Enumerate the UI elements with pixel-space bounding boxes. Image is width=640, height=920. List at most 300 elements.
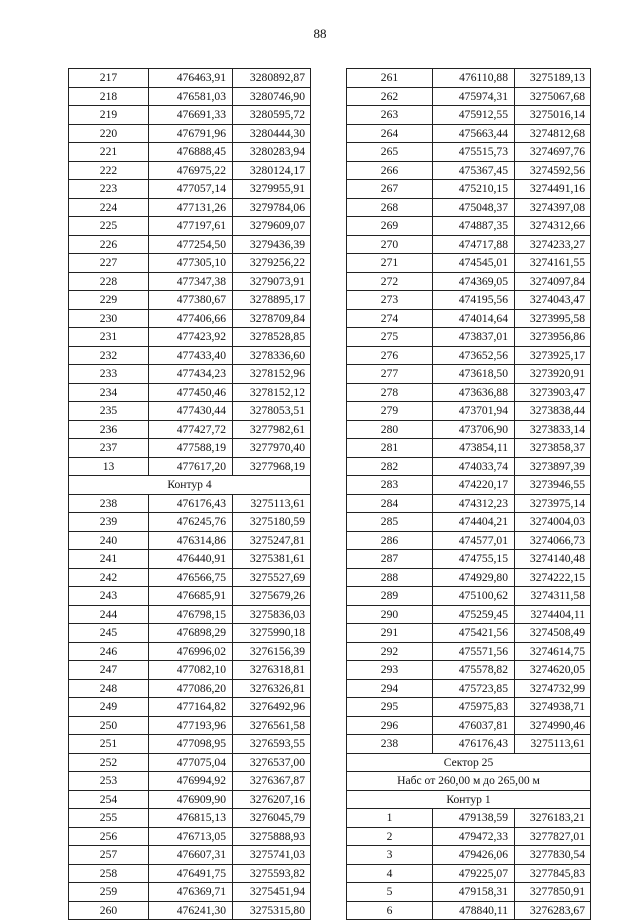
point-number-cell: 256 (69, 827, 149, 846)
x-coordinate-cell: 476314,86 (149, 531, 233, 550)
y-coordinate-cell: 3275679,26 (233, 587, 311, 606)
x-coordinate-cell: 477423,92 (149, 328, 233, 347)
x-coordinate-cell: 477086,20 (149, 679, 233, 698)
y-coordinate-cell: 3276561,58 (233, 716, 311, 735)
point-number-cell: 271 (347, 254, 433, 273)
y-coordinate-cell: 3276207,16 (233, 790, 311, 809)
y-coordinate-cell: 3274404,11 (515, 605, 591, 624)
section-header: Контур 1 (347, 790, 591, 809)
x-coordinate-cell: 476815,13 (149, 809, 233, 828)
point-number-cell: 229 (69, 291, 149, 310)
table-row (69, 439, 311, 458)
y-coordinate-cell: 3273995,58 (515, 309, 591, 328)
point-number-cell: 221 (69, 143, 149, 162)
y-coordinate-cell: 3274222,15 (515, 568, 591, 587)
table-row (69, 624, 311, 643)
table-row (347, 587, 591, 606)
table-row (347, 69, 591, 88)
x-coordinate-cell: 474195,56 (433, 291, 515, 310)
x-coordinate-cell: 477075,04 (149, 753, 233, 772)
table-row (347, 531, 591, 550)
y-coordinate-cell: 3277982,61 (233, 420, 311, 439)
point-number-cell: 235 (69, 402, 149, 421)
point-number-cell: 238 (347, 735, 433, 754)
point-number-cell: 262 (347, 87, 433, 106)
table-row (69, 513, 311, 532)
table-row (347, 642, 591, 661)
x-coordinate-cell: 475515,73 (433, 143, 515, 162)
x-coordinate-cell: 474033,74 (433, 457, 515, 476)
x-coordinate-cell: 476713,05 (149, 827, 233, 846)
x-coordinate-cell: 478840,11 (433, 901, 515, 920)
y-coordinate-cell: 3277827,01 (515, 827, 591, 846)
table-row (69, 864, 311, 883)
point-number-cell: 247 (69, 661, 149, 680)
x-coordinate-cell: 476691,33 (149, 106, 233, 125)
y-coordinate-cell: 3273858,37 (515, 439, 591, 458)
y-coordinate-cell: 3278895,17 (233, 291, 311, 310)
table-row (347, 420, 591, 439)
point-number-cell: 13 (69, 457, 149, 476)
table-row (69, 883, 311, 902)
table-row (347, 198, 591, 217)
point-number-cell: 268 (347, 198, 433, 217)
point-number-cell: 260 (69, 901, 149, 920)
point-number-cell: 240 (69, 531, 149, 550)
point-number-cell: 257 (69, 846, 149, 865)
y-coordinate-cell: 3274732,99 (515, 679, 591, 698)
point-number-cell: 250 (69, 716, 149, 735)
y-coordinate-cell: 3276326,81 (233, 679, 311, 698)
point-number-cell: 264 (347, 124, 433, 143)
point-number-cell: 283 (347, 476, 433, 495)
y-coordinate-cell: 3278528,85 (233, 328, 311, 347)
point-number-cell: 288 (347, 568, 433, 587)
point-number-cell: 1 (347, 809, 433, 828)
table-row (347, 864, 591, 883)
table-row (69, 365, 311, 384)
table-row (69, 642, 311, 661)
table-row (69, 679, 311, 698)
point-number-cell: 242 (69, 568, 149, 587)
y-coordinate-cell: 3274311,58 (515, 587, 591, 606)
x-coordinate-cell: 477193,96 (149, 716, 233, 735)
x-coordinate-cell: 479225,07 (433, 864, 515, 883)
y-coordinate-cell: 3276593,55 (233, 735, 311, 754)
table-row (347, 87, 591, 106)
point-number-cell: 246 (69, 642, 149, 661)
table-row (69, 568, 311, 587)
section-header-row (347, 772, 591, 791)
y-coordinate-cell: 3274397,08 (515, 198, 591, 217)
x-coordinate-cell: 476245,76 (149, 513, 233, 532)
y-coordinate-cell: 3278152,96 (233, 365, 311, 384)
y-coordinate-cell: 3274620,05 (515, 661, 591, 680)
point-number-cell: 236 (69, 420, 149, 439)
table-row (347, 272, 591, 291)
table-row (69, 809, 311, 828)
y-coordinate-cell: 3278336,60 (233, 346, 311, 365)
y-coordinate-cell: 3274614,75 (515, 642, 591, 661)
x-coordinate-cell: 475210,15 (433, 180, 515, 199)
y-coordinate-cell: 3280124,17 (233, 161, 311, 180)
table-row (69, 735, 311, 754)
table-row (69, 328, 311, 347)
table-row (347, 735, 591, 754)
point-number-cell: 222 (69, 161, 149, 180)
table-row (69, 587, 311, 606)
table-row (347, 143, 591, 162)
x-coordinate-cell: 474014,64 (433, 309, 515, 328)
table-row (347, 365, 591, 384)
table-row (347, 106, 591, 125)
point-number-cell: 6 (347, 901, 433, 920)
x-coordinate-cell: 477098,95 (149, 735, 233, 754)
point-number-cell: 234 (69, 383, 149, 402)
point-number-cell: 223 (69, 180, 149, 199)
y-coordinate-cell: 3275451,94 (233, 883, 311, 902)
point-number-cell: 269 (347, 217, 433, 236)
table-row (69, 272, 311, 291)
coordinates-table-left (68, 68, 311, 920)
table-row (347, 698, 591, 717)
table-row (347, 402, 591, 421)
table-row (69, 383, 311, 402)
table-row (347, 124, 591, 143)
table-row (69, 235, 311, 254)
point-number-cell: 286 (347, 531, 433, 550)
y-coordinate-cell: 3275180,59 (233, 513, 311, 532)
y-coordinate-cell: 3276156,39 (233, 642, 311, 661)
table-row (69, 106, 311, 125)
table-row (69, 180, 311, 199)
x-coordinate-cell: 476607,31 (149, 846, 233, 865)
y-coordinate-cell: 3280595,72 (233, 106, 311, 125)
table-row (69, 698, 311, 717)
point-number-cell: 248 (69, 679, 149, 698)
table-row (347, 846, 591, 865)
point-number-cell: 273 (347, 291, 433, 310)
x-coordinate-cell: 477430,44 (149, 402, 233, 421)
y-coordinate-cell: 3274043,47 (515, 291, 591, 310)
table-row (69, 790, 311, 809)
point-number-cell: 226 (69, 235, 149, 254)
point-number-cell: 280 (347, 420, 433, 439)
coordinates-table-right (346, 68, 591, 920)
x-coordinate-cell: 479158,31 (433, 883, 515, 902)
y-coordinate-cell: 3275247,81 (233, 531, 311, 550)
y-coordinate-cell: 3277970,40 (233, 439, 311, 458)
table-row (347, 605, 591, 624)
table-row (347, 161, 591, 180)
y-coordinate-cell: 3276283,67 (515, 901, 591, 920)
table-row (347, 901, 591, 920)
y-coordinate-cell: 3277830,54 (515, 846, 591, 865)
y-coordinate-cell: 3276367,87 (233, 772, 311, 791)
table-row (69, 494, 311, 513)
x-coordinate-cell: 477617,20 (149, 457, 233, 476)
point-number-cell: 284 (347, 494, 433, 513)
point-number-cell: 282 (347, 457, 433, 476)
y-coordinate-cell: 3273956,86 (515, 328, 591, 347)
table-row (347, 568, 591, 587)
x-coordinate-cell: 477197,61 (149, 217, 233, 236)
x-coordinate-cell: 477131,26 (149, 198, 233, 217)
point-number-cell: 263 (347, 106, 433, 125)
x-coordinate-cell: 474887,35 (433, 217, 515, 236)
y-coordinate-cell: 3273946,55 (515, 476, 591, 495)
point-number-cell: 287 (347, 550, 433, 569)
x-coordinate-cell: 475367,45 (433, 161, 515, 180)
point-number-cell: 249 (69, 698, 149, 717)
x-coordinate-cell: 474404,21 (433, 513, 515, 532)
table-row (347, 235, 591, 254)
y-coordinate-cell: 3275315,80 (233, 901, 311, 920)
y-coordinate-cell: 3277968,19 (233, 457, 311, 476)
y-coordinate-cell: 3273925,17 (515, 346, 591, 365)
section-header: Набс от 260,00 м до 265,00 м (347, 772, 591, 791)
table-row (69, 753, 311, 772)
table-row (69, 217, 311, 236)
y-coordinate-cell: 3274312,66 (515, 217, 591, 236)
point-number-cell: 276 (347, 346, 433, 365)
y-coordinate-cell: 3276492,96 (233, 698, 311, 717)
y-coordinate-cell: 3275741,03 (233, 846, 311, 865)
y-coordinate-cell: 3273833,14 (515, 420, 591, 439)
x-coordinate-cell: 473618,50 (433, 365, 515, 384)
section-header-row (347, 790, 591, 809)
x-coordinate-cell: 477427,72 (149, 420, 233, 439)
y-coordinate-cell: 3275836,03 (233, 605, 311, 624)
point-number-cell: 253 (69, 772, 149, 791)
point-number-cell: 278 (347, 383, 433, 402)
point-number-cell: 5 (347, 883, 433, 902)
y-coordinate-cell: 3274066,73 (515, 531, 591, 550)
x-coordinate-cell: 474220,17 (433, 476, 515, 495)
point-number-cell: 245 (69, 624, 149, 643)
x-coordinate-cell: 477588,19 (149, 439, 233, 458)
y-coordinate-cell: 3279073,91 (233, 272, 311, 291)
y-coordinate-cell: 3274097,84 (515, 272, 591, 291)
y-coordinate-cell: 3274161,55 (515, 254, 591, 273)
x-coordinate-cell: 476491,75 (149, 864, 233, 883)
x-coordinate-cell: 479138,59 (433, 809, 515, 828)
point-number-cell: 219 (69, 106, 149, 125)
x-coordinate-cell: 476685,91 (149, 587, 233, 606)
table-row (347, 550, 591, 569)
point-number-cell: 294 (347, 679, 433, 698)
y-coordinate-cell: 3275593,82 (233, 864, 311, 883)
x-coordinate-cell: 477254,50 (149, 235, 233, 254)
x-coordinate-cell: 473854,11 (433, 439, 515, 458)
point-number-cell: 295 (347, 698, 433, 717)
x-coordinate-cell: 477433,40 (149, 346, 233, 365)
table-row (69, 161, 311, 180)
table-row (347, 457, 591, 476)
x-coordinate-cell: 476898,29 (149, 624, 233, 643)
y-coordinate-cell: 3275888,93 (233, 827, 311, 846)
table-row (69, 291, 311, 310)
y-coordinate-cell: 3275189,13 (515, 69, 591, 88)
y-coordinate-cell: 3274004,03 (515, 513, 591, 532)
table-row (347, 679, 591, 698)
x-coordinate-cell: 476798,15 (149, 605, 233, 624)
x-coordinate-cell: 475259,45 (433, 605, 515, 624)
point-number-cell: 281 (347, 439, 433, 458)
y-coordinate-cell: 3278053,51 (233, 402, 311, 421)
point-number-cell: 289 (347, 587, 433, 606)
x-coordinate-cell: 475571,56 (433, 642, 515, 661)
y-coordinate-cell: 3280283,94 (233, 143, 311, 162)
table-row (69, 605, 311, 624)
x-coordinate-cell: 477450,46 (149, 383, 233, 402)
table-row (69, 846, 311, 865)
y-coordinate-cell: 3279955,91 (233, 180, 311, 199)
table-row (347, 809, 591, 828)
table-row (347, 217, 591, 236)
point-number-cell: 279 (347, 402, 433, 421)
y-coordinate-cell: 3275067,68 (515, 87, 591, 106)
x-coordinate-cell: 476110,88 (433, 69, 515, 88)
x-coordinate-cell: 473636,88 (433, 383, 515, 402)
x-coordinate-cell: 475421,56 (433, 624, 515, 643)
x-coordinate-cell: 479472,33 (433, 827, 515, 846)
section-header: Сектор 25 (347, 753, 591, 772)
point-number-cell: 255 (69, 809, 149, 828)
table-row (347, 383, 591, 402)
table-row (347, 827, 591, 846)
x-coordinate-cell: 476994,92 (149, 772, 233, 791)
x-coordinate-cell: 476440,91 (149, 550, 233, 569)
point-number-cell: 274 (347, 309, 433, 328)
table-row (69, 309, 311, 328)
point-number-cell: 266 (347, 161, 433, 180)
x-coordinate-cell: 476463,91 (149, 69, 233, 88)
y-coordinate-cell: 3274233,27 (515, 235, 591, 254)
table-row (69, 661, 311, 680)
point-number-cell: 2 (347, 827, 433, 846)
point-number-cell: 272 (347, 272, 433, 291)
point-number-cell: 258 (69, 864, 149, 883)
point-number-cell: 225 (69, 217, 149, 236)
table-row (347, 624, 591, 643)
point-number-cell: 224 (69, 198, 149, 217)
point-number-cell: 241 (69, 550, 149, 569)
point-number-cell: 252 (69, 753, 149, 772)
x-coordinate-cell: 477347,38 (149, 272, 233, 291)
point-number-cell: 238 (69, 494, 149, 513)
x-coordinate-cell: 476909,90 (149, 790, 233, 809)
y-coordinate-cell: 3275113,61 (233, 494, 311, 513)
x-coordinate-cell: 474369,05 (433, 272, 515, 291)
point-number-cell: 227 (69, 254, 149, 273)
y-coordinate-cell: 3279609,07 (233, 217, 311, 236)
x-coordinate-cell: 474929,80 (433, 568, 515, 587)
y-coordinate-cell: 3273903,47 (515, 383, 591, 402)
table-row (347, 328, 591, 347)
x-coordinate-cell: 473837,01 (433, 328, 515, 347)
x-coordinate-cell: 476996,02 (149, 642, 233, 661)
point-number-cell: 285 (347, 513, 433, 532)
y-coordinate-cell: 3279256,22 (233, 254, 311, 273)
y-coordinate-cell: 3275381,61 (233, 550, 311, 569)
y-coordinate-cell: 3280892,87 (233, 69, 311, 88)
x-coordinate-cell: 475912,55 (433, 106, 515, 125)
x-coordinate-cell: 477380,67 (149, 291, 233, 310)
point-number-cell: 4 (347, 864, 433, 883)
x-coordinate-cell: 475723,85 (433, 679, 515, 698)
x-coordinate-cell: 475974,31 (433, 87, 515, 106)
table-row (69, 531, 311, 550)
y-coordinate-cell: 3273897,39 (515, 457, 591, 476)
table-row (347, 439, 591, 458)
x-coordinate-cell: 475578,82 (433, 661, 515, 680)
table-row (69, 550, 311, 569)
y-coordinate-cell: 3280444,30 (233, 124, 311, 143)
y-coordinate-cell: 3276318,81 (233, 661, 311, 680)
table-row (347, 661, 591, 680)
x-coordinate-cell: 473706,90 (433, 420, 515, 439)
table-row (69, 772, 311, 791)
table-row (347, 476, 591, 495)
x-coordinate-cell: 477406,66 (149, 309, 233, 328)
point-number-cell: 254 (69, 790, 149, 809)
x-coordinate-cell: 476369,71 (149, 883, 233, 902)
x-coordinate-cell: 476037,81 (433, 716, 515, 735)
y-coordinate-cell: 3275527,69 (233, 568, 311, 587)
x-coordinate-cell: 474312,23 (433, 494, 515, 513)
point-number-cell: 277 (347, 365, 433, 384)
point-number-cell: 220 (69, 124, 149, 143)
y-coordinate-cell: 3274592,56 (515, 161, 591, 180)
x-coordinate-cell: 476975,22 (149, 161, 233, 180)
point-number-cell: 267 (347, 180, 433, 199)
point-number-cell: 217 (69, 69, 149, 88)
point-number-cell: 218 (69, 87, 149, 106)
table-row (347, 291, 591, 310)
x-coordinate-cell: 474577,01 (433, 531, 515, 550)
x-coordinate-cell: 476241,30 (149, 901, 233, 920)
point-number-cell: 292 (347, 642, 433, 661)
table-row (69, 254, 311, 273)
x-coordinate-cell: 476176,43 (149, 494, 233, 513)
point-number-cell: 265 (347, 143, 433, 162)
table-row (347, 494, 591, 513)
point-number-cell: 275 (347, 328, 433, 347)
y-coordinate-cell: 3274812,68 (515, 124, 591, 143)
section-header: Контур 4 (69, 476, 311, 495)
y-coordinate-cell: 3277845,83 (515, 864, 591, 883)
table-row (69, 420, 311, 439)
y-coordinate-cell: 3274697,76 (515, 143, 591, 162)
y-coordinate-cell: 3279784,06 (233, 198, 311, 217)
y-coordinate-cell: 3276183,21 (515, 809, 591, 828)
point-number-cell: 233 (69, 365, 149, 384)
point-number-cell: 259 (69, 883, 149, 902)
table-row (69, 716, 311, 735)
point-number-cell: 228 (69, 272, 149, 291)
y-coordinate-cell: 3278152,12 (233, 383, 311, 402)
point-number-cell: 237 (69, 439, 149, 458)
x-coordinate-cell: 475048,37 (433, 198, 515, 217)
y-coordinate-cell: 3276537,00 (233, 753, 311, 772)
x-coordinate-cell: 473701,94 (433, 402, 515, 421)
x-coordinate-cell: 475975,83 (433, 698, 515, 717)
x-coordinate-cell: 477164,82 (149, 698, 233, 717)
table-row (69, 198, 311, 217)
x-coordinate-cell: 476888,45 (149, 143, 233, 162)
y-coordinate-cell: 3275016,14 (515, 106, 591, 125)
